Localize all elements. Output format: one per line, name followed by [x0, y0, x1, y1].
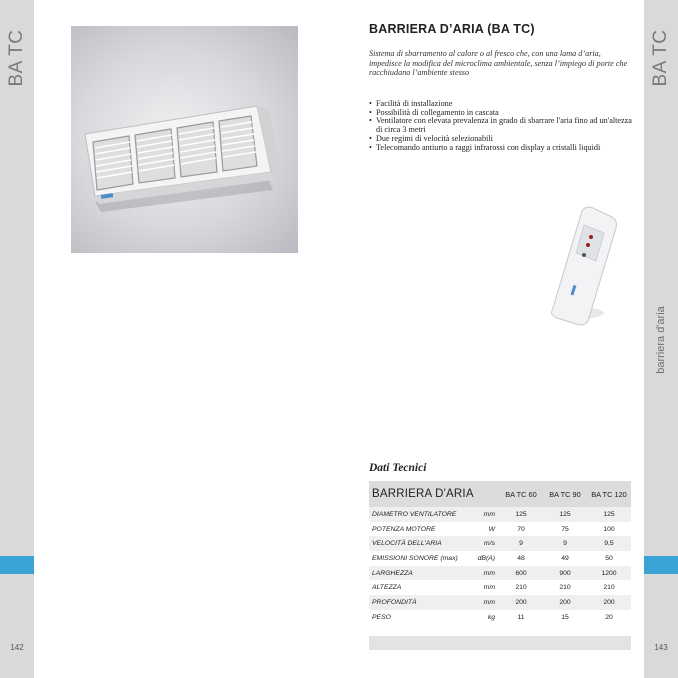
feature-list — [369, 100, 637, 152]
param-unit: mm — [469, 580, 499, 595]
param-unit: dB(A) — [469, 551, 499, 566]
right-section-label: barriera d'aria — [655, 306, 667, 374]
right-tab-title: BA TC — [650, 29, 671, 87]
param-value: 210 — [499, 580, 543, 595]
param-name: LARGHEZZA — [369, 566, 469, 581]
feature-item: • Ventilatore con elevata prevalenza in grado di sbarrare l'aria fino ad un'altezza di circa 3 metri — [369, 117, 637, 134]
remote-control-photo — [530, 203, 630, 328]
table-row — [369, 610, 631, 625]
table-row — [369, 566, 631, 581]
param-value: 100 — [587, 522, 631, 537]
product-title: BARRIERA D’ARIA (BA TC) — [369, 22, 535, 36]
param-unit: W — [469, 522, 499, 537]
left-page-number: 142 — [10, 643, 24, 652]
product-photo — [71, 26, 298, 253]
param-name: ALTEZZA — [369, 580, 469, 595]
spec-table — [369, 481, 631, 625]
param-value: 70 — [499, 522, 543, 537]
param-unit: m/s — [469, 536, 499, 551]
param-value: 200 — [499, 595, 543, 610]
param-value: 9 — [499, 536, 543, 551]
param-value: 200 — [543, 595, 587, 610]
param-name: PROFONDITÀ — [369, 595, 469, 610]
table-row — [369, 551, 631, 566]
feature-item: • Possibilità di collegamento in cascata — [369, 109, 637, 118]
param-unit: mm — [469, 566, 499, 581]
product-description: Sistema di sbarramento al calore o al fresco che, con una lama d’aria, impedisce la modifica del microclima ambientale, senza l’impiego di porte che racchiudano l’ambiente stesso — [369, 49, 628, 78]
tech-data-heading: Dati Tecnici — [369, 462, 427, 474]
param-name: VELOCITÀ DELL'ARIA — [369, 536, 469, 551]
right-accent-bar — [644, 556, 678, 574]
param-unit: mm — [469, 595, 499, 610]
param-name: EMISSIONI SONORE (max) — [369, 551, 469, 566]
table-row — [369, 595, 631, 610]
param-value: 125 — [499, 507, 543, 522]
table-row — [369, 522, 631, 537]
param-value: 48 — [499, 551, 543, 566]
spec-table-header — [369, 481, 631, 507]
param-name: POTENZA MOTORE — [369, 522, 469, 537]
param-value: 20 — [587, 610, 631, 625]
param-value: 49 — [543, 551, 587, 566]
param-unit: kg — [469, 610, 499, 625]
param-value: 9 — [543, 536, 587, 551]
feature-item: • Due regimi di velocità selezionabili — [369, 135, 637, 144]
remote-control-illustration — [530, 203, 630, 328]
param-value: 11 — [499, 610, 543, 625]
model-header: BA TC 60 — [505, 489, 537, 499]
param-value: 125 — [543, 507, 587, 522]
table-row — [369, 507, 631, 522]
right-page-number: 143 — [654, 643, 668, 652]
param-value: 900 — [543, 566, 587, 581]
right-side-strip — [644, 0, 678, 678]
left-accent-bar — [0, 556, 34, 574]
param-unit: mm — [469, 507, 499, 522]
air-curtain-illustration — [71, 26, 298, 253]
model-header: BA TC 90 — [549, 489, 581, 499]
param-name: DIAMETRO VENTILATORE — [369, 507, 469, 522]
table-row — [369, 580, 631, 595]
spec-table-footer-bar — [369, 636, 631, 650]
param-value: 600 — [499, 566, 543, 581]
spec-table-title: BARRIERA D'ARIA — [372, 488, 474, 500]
param-value: 210 — [543, 580, 587, 595]
param-value: 50 — [587, 551, 631, 566]
param-value: 210 — [587, 580, 631, 595]
param-value: 9,5 — [587, 536, 631, 551]
left-tab-title: BA TC — [6, 29, 27, 87]
table-row — [369, 536, 631, 551]
param-value: 15 — [543, 610, 587, 625]
param-name: PESO — [369, 610, 469, 625]
param-value: 1200 — [587, 566, 631, 581]
feature-item: • Telecomando antiurto a raggi infrarossi con display a cristalli liquidi — [369, 144, 637, 153]
feature-item: • Facilità di installazione — [369, 100, 637, 109]
param-value: 75 — [543, 522, 587, 537]
param-value: 200 — [587, 595, 631, 610]
left-side-strip — [0, 0, 34, 678]
param-value: 125 — [587, 507, 631, 522]
model-header: BA TC 120 — [591, 489, 627, 499]
